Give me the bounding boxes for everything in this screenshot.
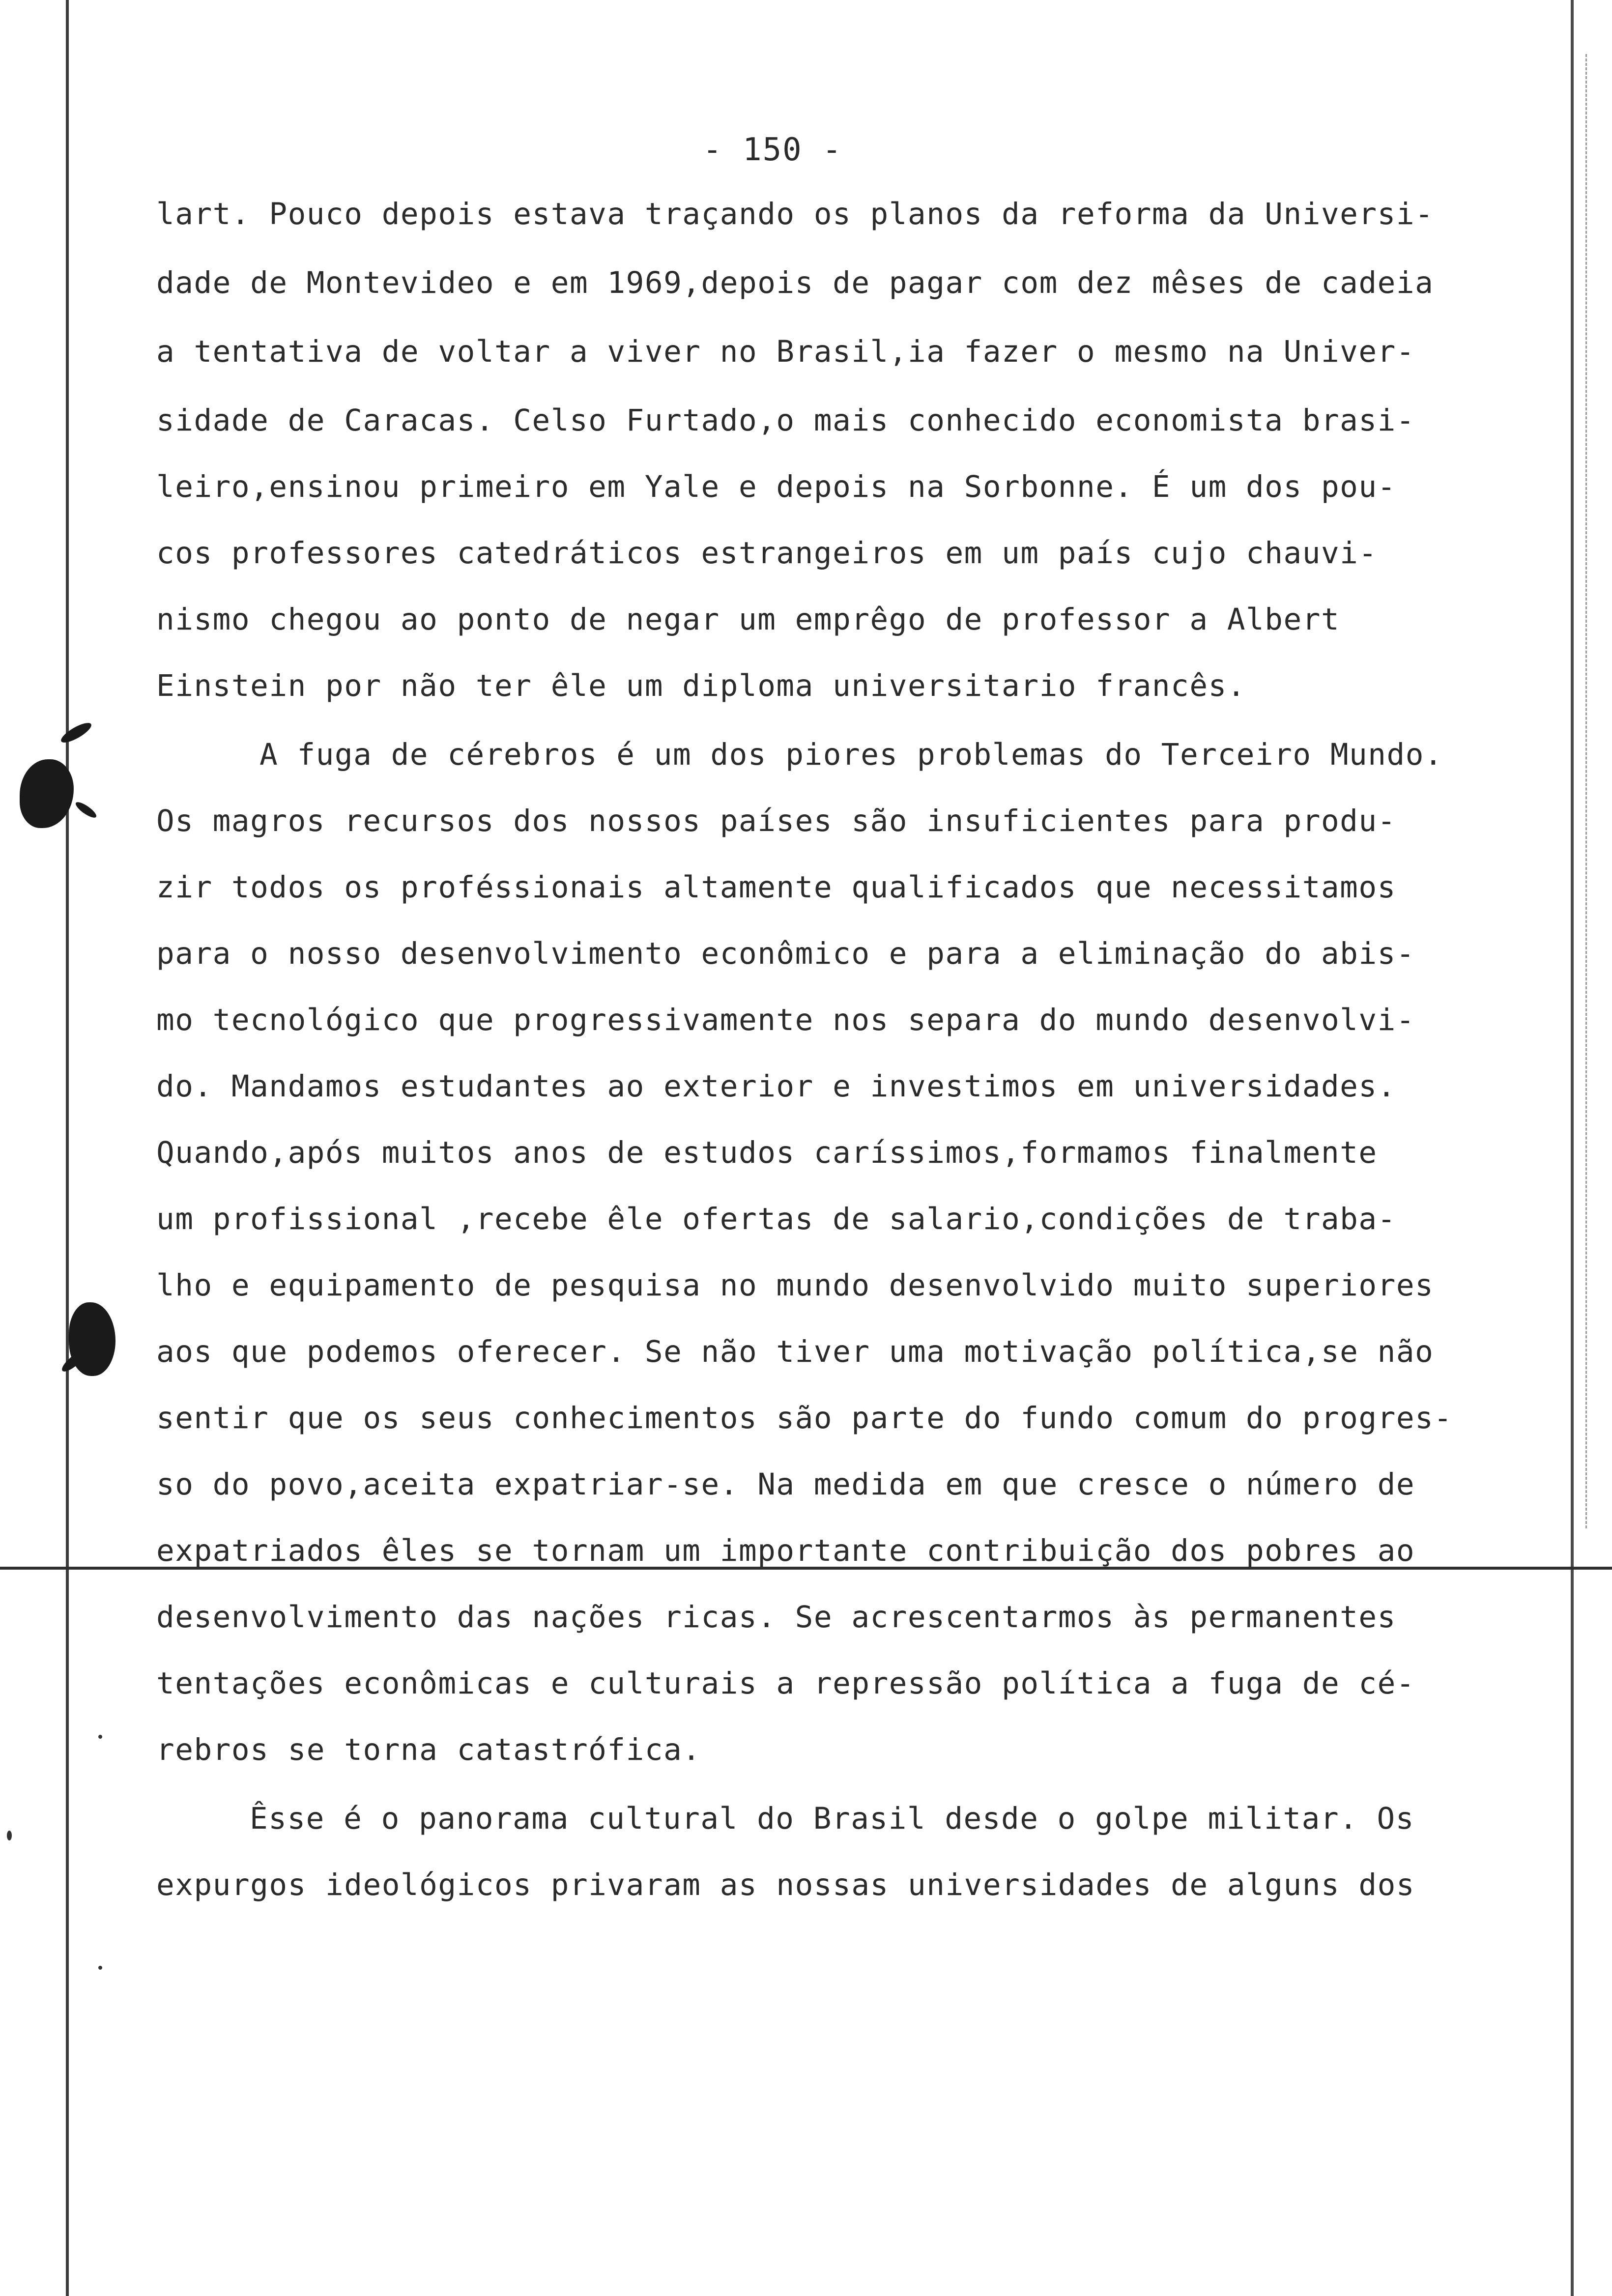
text-line: A fuga de cérebros é um dos piores problemas do Terceiro Mundo. bbox=[259, 737, 1443, 772]
text-line: Einstein por não ter êle um diploma universitario francês. bbox=[156, 668, 1246, 703]
text-line: Êsse é o panorama cultural do Brasil desde o golpe militar. Os bbox=[250, 1801, 1414, 1836]
text-line: desenvolvimento das nações ricas. Se acrescentarmos às permanentes bbox=[156, 1600, 1396, 1635]
text-line: cos professores catedráticos estrangeiros em um país cujo chauvi- bbox=[156, 536, 1378, 571]
text-line: zir todos os proféssionais altamente qualificados que necessitamos bbox=[156, 870, 1396, 905]
text-line: a tentativa de voltar a viver no Brasil,ia fazer o mesmo na Univer- bbox=[156, 334, 1415, 369]
text-line: sidade de Caracas. Celso Furtado,o mais conhecido economista brasi- bbox=[156, 403, 1415, 438]
text-line: Quando,após muitos anos de estudos caríssimos,formamos finalmente bbox=[156, 1135, 1378, 1170]
text-line: do. Mandamos estudantes ao exterior e investimos em universidades. bbox=[156, 1069, 1396, 1104]
page-number: - 150 - bbox=[703, 132, 842, 168]
ink-smudge bbox=[58, 719, 94, 746]
ink-smudge bbox=[74, 800, 98, 820]
text-line: aos que podemos oferecer. Se não tiver uma motivação política,se não bbox=[156, 1334, 1434, 1369]
text-line: para o nosso desenvolvimento econômico e para a eliminação do abis- bbox=[156, 936, 1415, 971]
ink-speck bbox=[7, 1831, 12, 1840]
text-line: sentir que os seus conhecimentos são parte do fundo comum do progres- bbox=[156, 1401, 1453, 1435]
text-line: expurgos ideológicos privaram as nossas universidades de alguns dos bbox=[156, 1867, 1415, 1902]
right-scan-edge bbox=[1571, 0, 1574, 2296]
text-line: mo tecnológico que progressivamente nos separa do mundo desenvolvi- bbox=[156, 1003, 1415, 1037]
left-scan-edge bbox=[66, 0, 69, 2296]
text-line: um profissional ,recebe êle ofertas de salario,condições de traba- bbox=[156, 1202, 1396, 1236]
text-line: dade de Montevideo e em 1969,depois de pagar com dez mêses de cadeia bbox=[156, 265, 1434, 300]
text-line: Os magros recursos dos nossos países são insuficientes para produ- bbox=[156, 804, 1396, 838]
text-line: lho e equipamento de pesquisa no mundo desenvolvido muito superiores bbox=[156, 1268, 1434, 1303]
text-line: tentações econômicas e culturais a repressão política a fuga de cé- bbox=[156, 1666, 1415, 1701]
ink-speck bbox=[98, 1966, 102, 1970]
ink-speck bbox=[98, 1735, 102, 1739]
text-line: leiro,ensinou primeiro em Yale e depois na Sorbonne. É um dos pou- bbox=[156, 469, 1396, 504]
text-line: so do povo,aceita expatriar-se. Na medida em que cresce o número de bbox=[156, 1467, 1415, 1502]
text-line: lart. Pouco depois estava traçando os planos da reforma da Universi- bbox=[156, 197, 1434, 231]
text-line: nismo chegou ao ponto de negar um emprêgo de professor a Albert bbox=[156, 602, 1340, 637]
text-line: rebros se torna catastrófica. bbox=[156, 1732, 701, 1767]
right-dashed-edge bbox=[1585, 54, 1587, 1528]
text-line: expatriados êles se tornam um importante contribuição dos pobres ao bbox=[156, 1533, 1415, 1568]
